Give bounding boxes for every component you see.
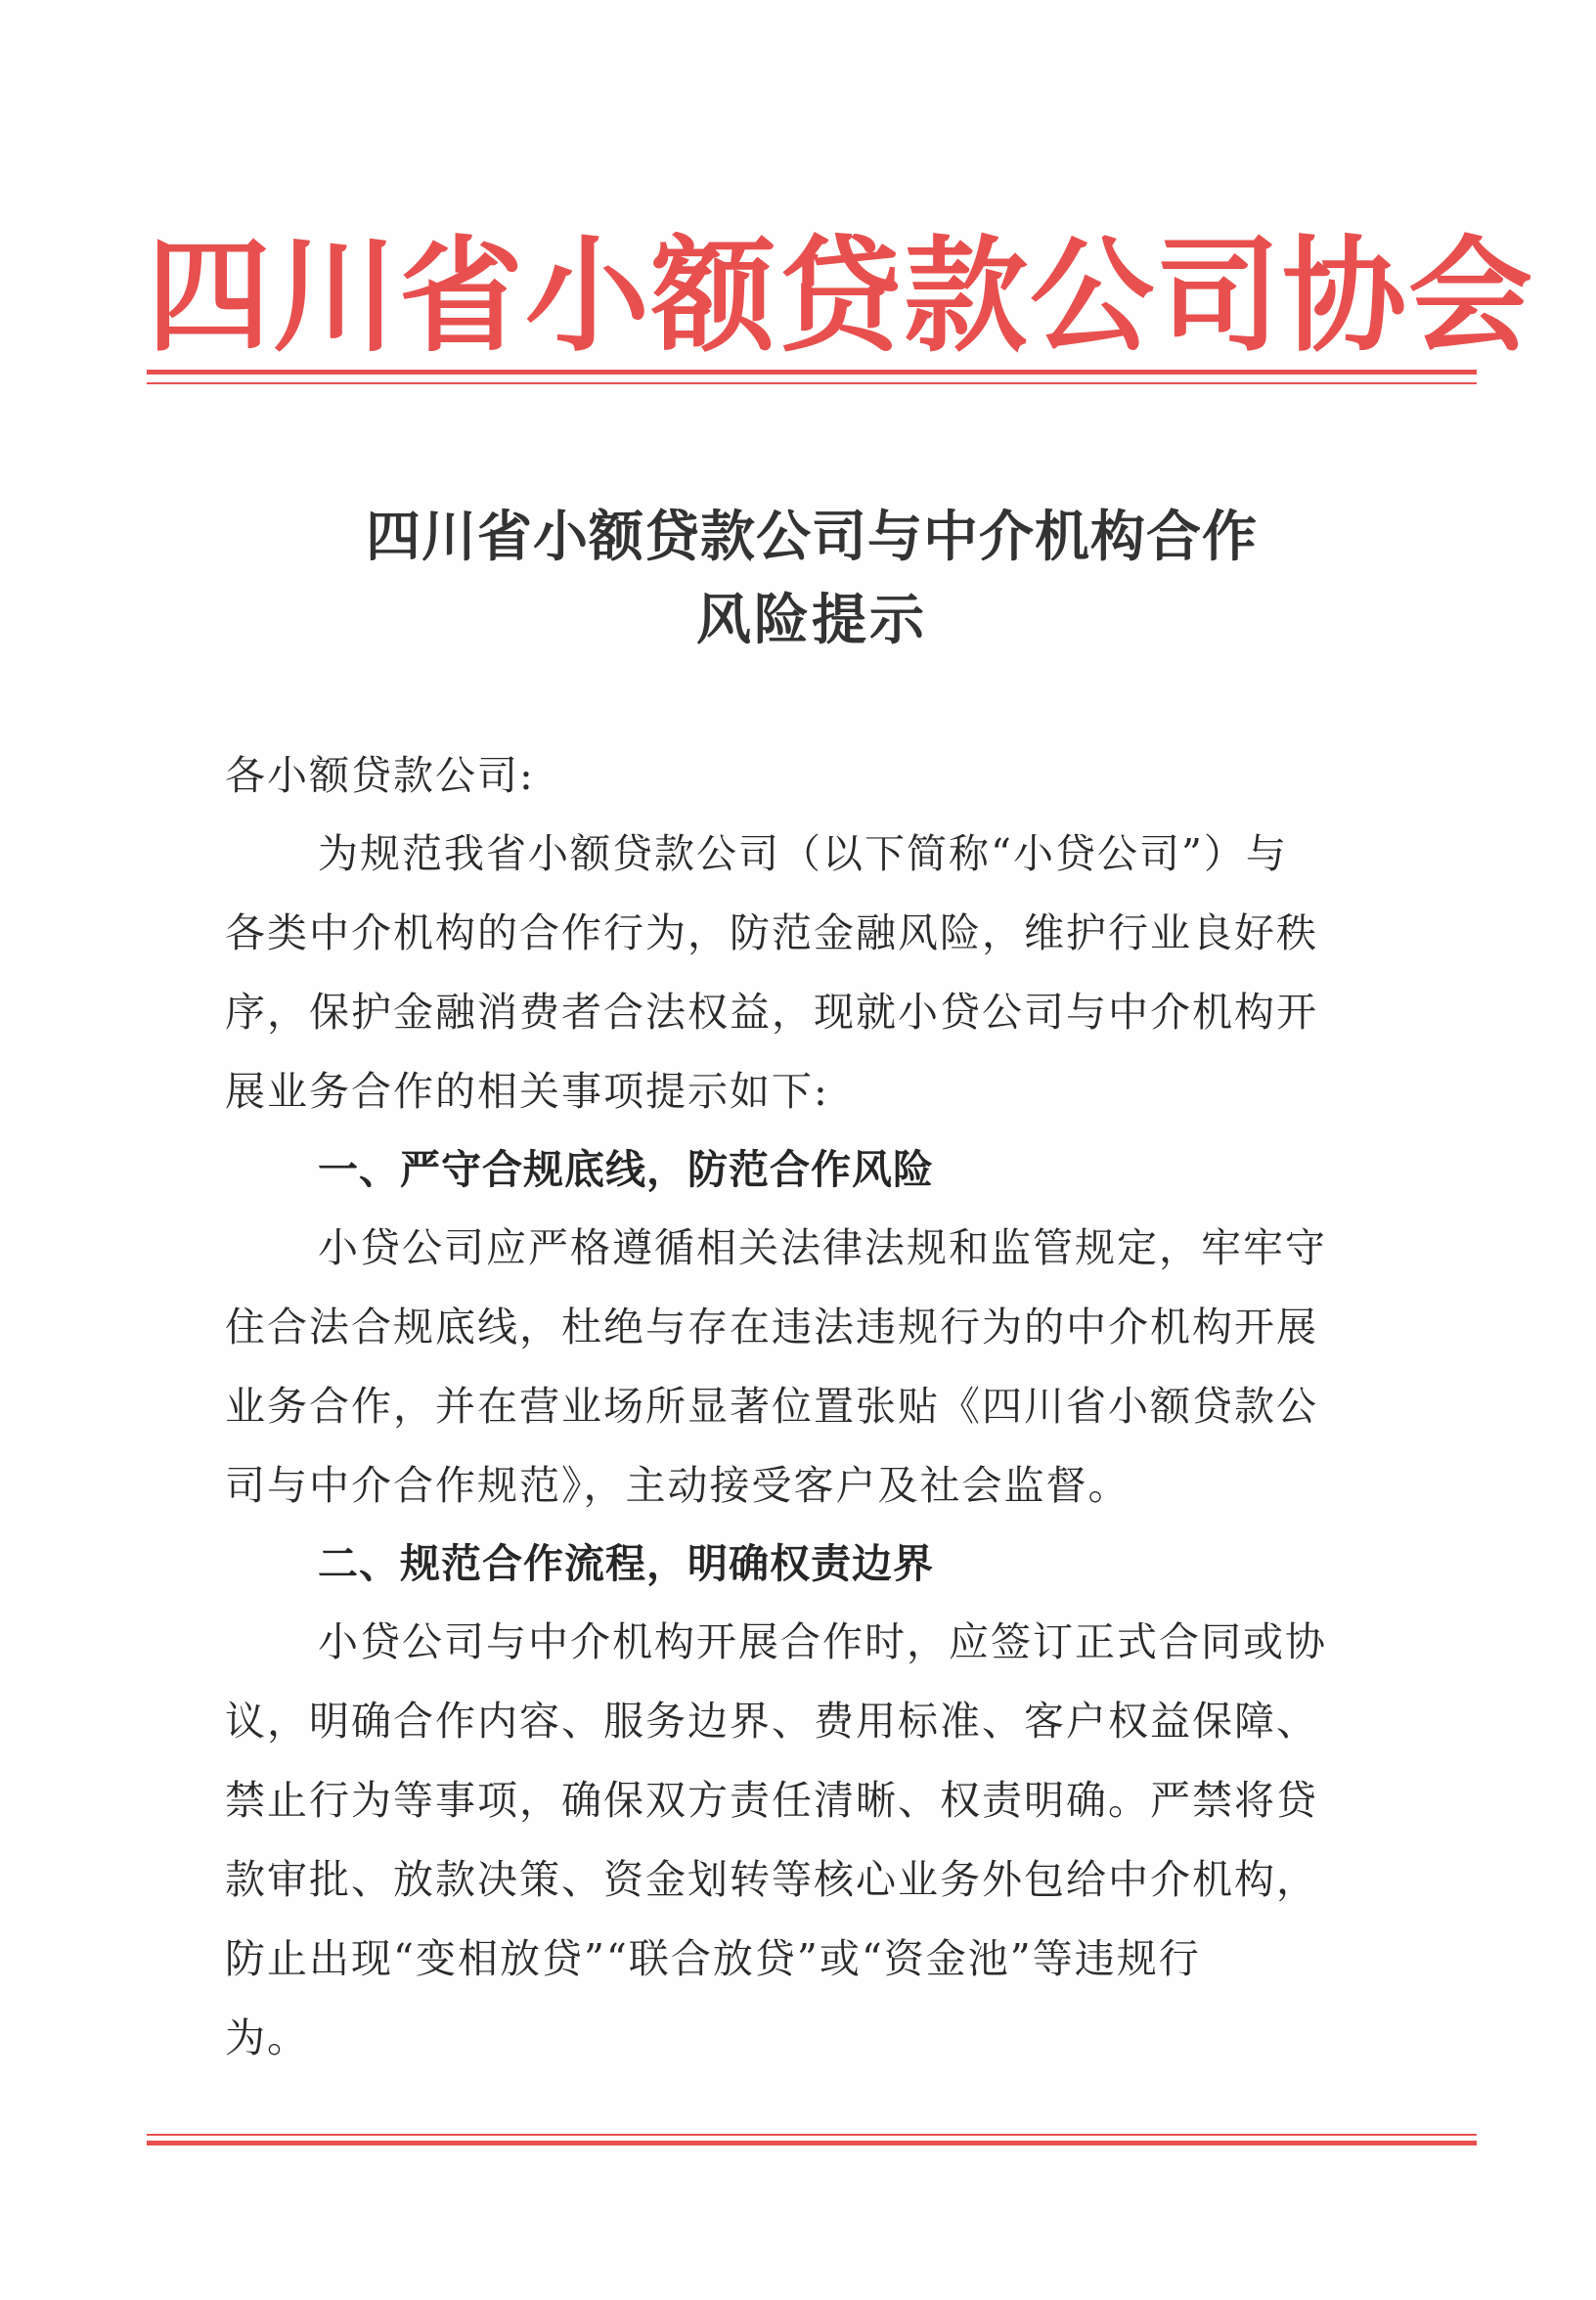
section2-line: 款审批、放款决策、资金划转等核心业务外包给中介机构， — [225, 1856, 1318, 1903]
section2-heading: 二、规范合作流程，明确权责边界 — [318, 1540, 934, 1587]
intro-line: 各类中介机构的合作行为，防范金融风险，维护行业良好秩 — [225, 909, 1318, 956]
section2-line: 议，明确合作内容、服务边界、费用标准、客户权益保障、 — [225, 1698, 1318, 1745]
section1-line: 小贷公司应严格遵循相关法律法规和监管规定，牢牢守 — [318, 1224, 1327, 1271]
section1-line: 司与中介合作规范》，主动接受客户及社会监督。 — [225, 1462, 1130, 1509]
document-title-line1: 四川省小额贷款公司与中介机构合作 — [366, 505, 1258, 569]
section2-line: 禁止行为等事项，确保双方责任清晰、权责明确。严禁将贷 — [225, 1777, 1318, 1824]
section1-line: 住合法合规底线，杜绝与存在违法违规行为的中介机构开展 — [225, 1304, 1318, 1350]
salutation: 各小额贷款公司: — [225, 752, 535, 799]
document-title-line2: 风险提示 — [696, 588, 927, 652]
intro-line: 为规范我省小额贷款公司（以下简称“小贷公司”）与 — [318, 830, 1288, 877]
section2-line: 防止出现“变相放贷”“联合放贷”或“资金池”等违规行 — [225, 1935, 1201, 1982]
footer-rule-thin — [147, 2134, 1477, 2136]
letterhead-org-name: 四川省小额贷款公司协会 — [147, 224, 1535, 369]
intro-line: 展业务合作的相关事项提示如下: — [225, 1068, 829, 1115]
letterhead-rule-thin — [147, 382, 1477, 384]
intro-line: 序，保护金融消费者合法权益，现就小贷公司与中介机构开 — [225, 989, 1318, 1036]
section1-line: 业务合作，并在营业场所显著位置张贴《四川省小额贷款公 — [225, 1383, 1318, 1430]
letterhead-rule-thick — [147, 370, 1477, 375]
section2-line: 为。 — [225, 2014, 309, 2061]
section2-line: 小贷公司与中介机构开展合作时，应签订正式合同或协 — [318, 1618, 1327, 1665]
section1-heading: 一、严守合规底线，防范合作风险 — [318, 1146, 934, 1193]
footer-rule-thick — [147, 2141, 1477, 2145]
